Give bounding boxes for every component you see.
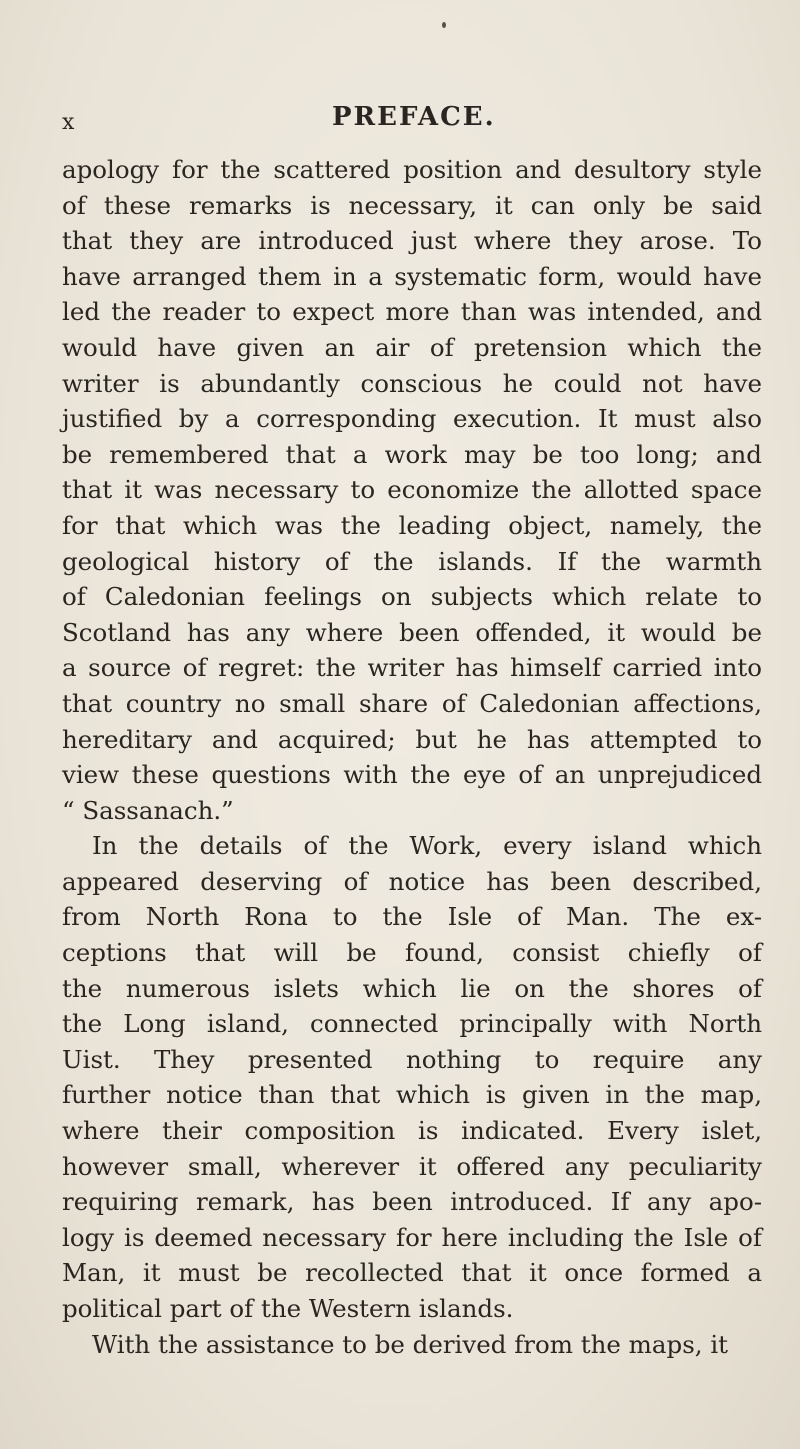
text-line: however small, wherever it offered any peculiarity	[62, 1151, 762, 1181]
text-line: Uist. They presented nothing to require any	[62, 1044, 762, 1074]
body-text	[62, 152, 762, 1362]
text-line: where their composition is indicated. Every islet,	[62, 1116, 762, 1146]
text-line: Scotland has any where been offended, it would be	[62, 617, 762, 647]
text-line: ceptions that will be found, consist chiefly of	[62, 938, 762, 968]
paragraph-start-line: In the details of the Work, every island which	[92, 831, 762, 861]
text-line: view these questions with the eye of an unprejudiced	[62, 760, 762, 790]
text-line: logy is deemed necessary for here including the Isle of	[62, 1222, 762, 1252]
paragraph-end-line: political part of the Western islands.	[62, 1294, 514, 1323]
text-line: Man, it must be recollected that it once formed a	[62, 1258, 762, 1288]
text-line: have arranged them in a systematic form, would have	[62, 261, 762, 291]
text-line: for that which was the leading object, namely, the	[62, 510, 762, 540]
paragraph-end-line: “ Sassanach.”	[62, 795, 234, 825]
text-line: that country no small share of Caledonian affections,	[62, 688, 762, 718]
text-line: a source of regret: the writer has himself carried into	[62, 653, 762, 683]
text-line: led the reader to expect more than was intended, and	[62, 297, 762, 327]
running-head	[62, 102, 762, 142]
text-line: hereditary and acquired; but he has attempted to	[62, 724, 762, 754]
text-line: the numerous islets which lie on the shores of	[62, 973, 762, 1003]
text-line: apology for the scattered position and desultory style	[62, 155, 762, 184]
text-line: be remembered that a work may be too long; and	[62, 439, 762, 469]
ink-speck	[442, 22, 446, 28]
text-line: requiring remark, has been introduced. If any apo-	[62, 1187, 762, 1217]
text-line: further notice than that which is given in the map,	[62, 1080, 762, 1110]
text-line: the Long island, connected principally with North	[62, 1009, 762, 1039]
text-line: that they are introduced just where they arose. To	[62, 226, 762, 256]
text-line: of Caledonian feelings on subjects which relate to	[62, 582, 762, 612]
text-line: would have given an air of pretension which the	[62, 332, 762, 362]
text-line: geological history of the islands. If the warmth	[62, 546, 762, 576]
text-line: of these remarks is necessary, it can only be said	[62, 190, 762, 220]
text-line: appeared deserving of notice has been described,	[62, 866, 762, 896]
text-line: justified by a corresponding execution. It must also	[62, 404, 762, 434]
text-line: writer is abundantly conscious he could not have	[62, 368, 762, 398]
text-line: from North Rona to the Isle of Man. The ex-	[62, 902, 762, 932]
paragraph-start-line: With the assistance to be derived from the maps, it	[92, 1329, 729, 1359]
text-line: that it was necessary to economize the allotted space	[62, 475, 762, 505]
page-number: x	[62, 110, 76, 135]
page-header-title: PREFACE.	[332, 102, 496, 132]
